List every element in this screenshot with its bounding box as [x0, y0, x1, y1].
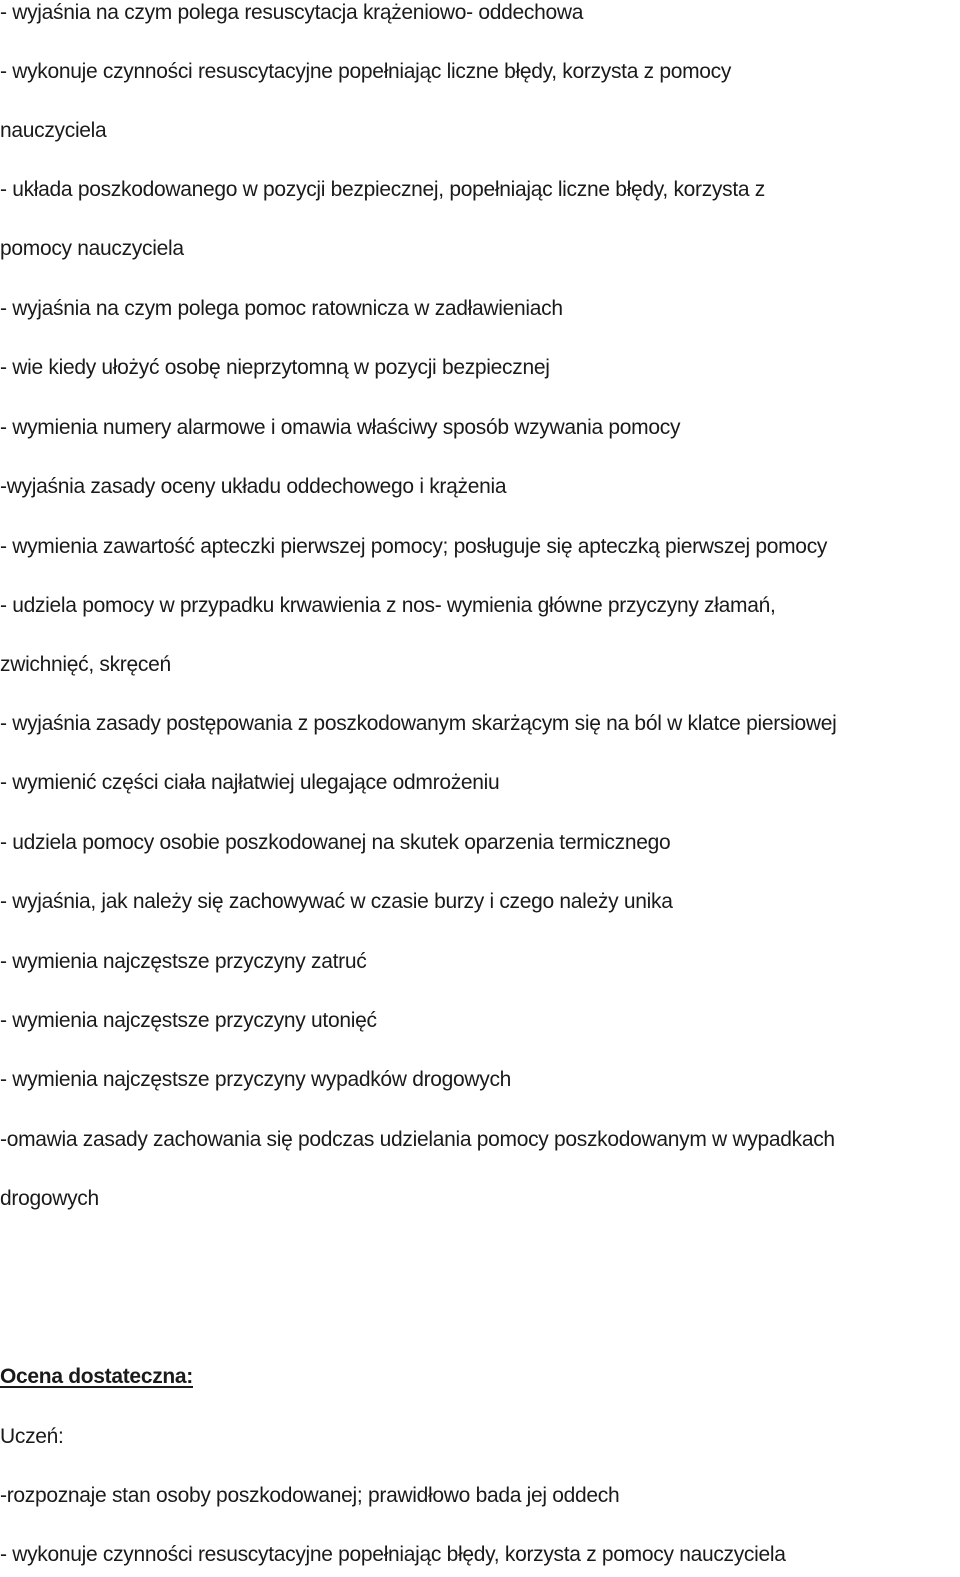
section-intro: Uczeń: — [0, 1425, 64, 1448]
text-line: - wymienia najczęstsze przyczyny utonięć — [0, 1009, 377, 1032]
text-line: - udziela pomocy osobie poszkodowanej na skutek oparzenia termicznego — [0, 831, 671, 854]
text-line: - wyjaśnia na czym polega resuscytacja krążeniowo- oddechowa — [0, 1, 584, 24]
text-line: - wymienia najczęstsze przyczyny wypadków drogowych — [0, 1068, 512, 1091]
text-line: pomocy nauczyciela — [0, 237, 184, 260]
text-line: - udziela pomocy w przypadku krwawienia z nos- wymienia główne przyczyny złamań, — [0, 594, 776, 617]
text-line: - wymienia numery alarmowe i omawia właściwy sposób wzywania pomocy — [0, 416, 681, 439]
text-line: - układa poszkodowanego w pozycji bezpiecznej, popełniając liczne błędy, korzysta z — [0, 178, 765, 201]
text-line: - wyjaśnia, jak należy się zachowywać w czasie burzy i czego należy unika — [0, 890, 673, 913]
text-line: nauczyciela — [0, 119, 107, 142]
text-line: - wykonuje czynności resuscytacyjne popełniając liczne błędy, korzysta z pomocy — [0, 60, 732, 83]
text-line: -rozpoznaje stan osoby poszkodowanej; prawidłowo bada jej oddech — [0, 1484, 620, 1507]
text-line: drogowych — [0, 1187, 99, 1210]
text-line: -omawia zasady zachowania się podczas udzielania pomocy poszkodowanym w wypadkach — [0, 1128, 835, 1151]
text-line: - wyjaśnia zasady postępowania z poszkodowanym skarżącym się na ból w klatce piersiowej — [0, 712, 837, 735]
text-line: - wykonuje czynności resuscytacyjne popełniając błędy, korzysta z pomocy nauczyciela — [0, 1543, 786, 1566]
text-line: - wie kiedy ułożyć osobę nieprzytomną w pozycji bezpiecznej — [0, 356, 550, 379]
text-line: zwichnięć, skręceń — [0, 653, 171, 676]
section-heading: Ocena dostateczna: — [0, 1365, 193, 1388]
text-line: - wymienić części ciała najłatwiej ulegające odmrożeniu — [0, 771, 500, 794]
text-line: -wyjaśnia zasady oceny układu oddechowego i krążenia — [0, 475, 507, 498]
text-line: - wymienia najczęstsze przyczyny zatruć — [0, 950, 367, 973]
text-line: - wymienia zawartość apteczki pierwszej pomocy; posługuje się apteczką pierwszej pomocy — [0, 535, 828, 558]
text-line: - wyjaśnia na czym polega pomoc ratownicza w zadławieniach — [0, 297, 563, 320]
